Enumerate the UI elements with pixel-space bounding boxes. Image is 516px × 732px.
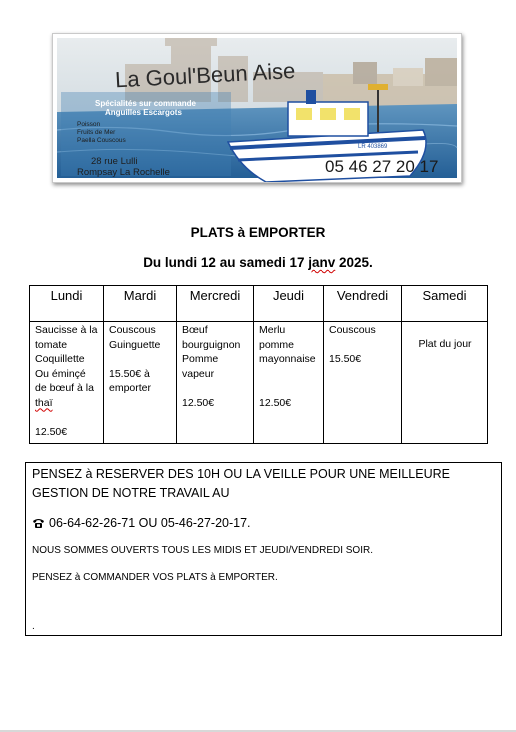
date-range-prefix: Du lundi 12 au samedi 17 — [143, 255, 309, 270]
address-line: Rompsay La Rochelle — [77, 167, 170, 178]
day-header: Vendredi — [324, 286, 402, 322]
menu-cell-samedi — [402, 322, 488, 444]
menu-cell-lundi — [30, 322, 104, 444]
date-range — [0, 255, 516, 270]
dish-price: 15.50€ à — [109, 367, 150, 380]
dish-price: 12.50€ — [35, 425, 68, 438]
dish-line: Bœuf — [182, 324, 208, 336]
day-header: Lundi — [30, 286, 104, 322]
opening-hours: NOUS SOMMES OUVERTS TOUS LES MIDIS ET JEUDI/VENDREDI SOIR. — [32, 545, 373, 556]
specialty-line: Anguilles Escargots — [105, 108, 182, 117]
dish-line: Merlu — [259, 324, 286, 336]
dish-line — [35, 396, 99, 411]
banner-phone: 05 46 27 20 17 — [325, 157, 439, 176]
dish-line: Ou éminçé — [35, 367, 86, 380]
weekly-menu-table — [29, 285, 488, 444]
svg-text:LR 403869: LR 403869 — [358, 144, 388, 150]
dish-line: bourguignon — [182, 338, 241, 351]
specialty-line: Fruits de Mer — [77, 129, 116, 136]
day-header: Jeudi — [254, 286, 324, 322]
info-box — [25, 462, 502, 636]
dish-line: Pomme — [182, 353, 219, 365]
dish-line: de bœuf à la — [35, 382, 94, 394]
dish-price: 12.50€ — [259, 396, 292, 409]
specialty-line: Poisson — [77, 121, 101, 128]
restaurant-banner — [52, 33, 462, 183]
address-line: 28 rue Lulli — [91, 156, 138, 167]
dish-line: Couscous — [109, 324, 156, 336]
order-reminder: PENSEZ à COMMANDER VOS PLATS à EMPORTER. — [32, 572, 278, 583]
menu-cell-jeudi — [254, 322, 324, 444]
restaurant-name: La Goul'Beun Aise — [114, 58, 296, 93]
day-header: Mardi — [104, 286, 177, 322]
specialty-line: Spécialités sur commande — [95, 99, 196, 108]
dish-line: mayonnaise — [259, 353, 316, 365]
dish-line: Coquillette — [35, 353, 85, 365]
banner-illustration — [53, 34, 461, 182]
table-header-row — [30, 286, 488, 322]
date-range-suffix: 2025. — [335, 255, 373, 270]
phone-numbers: 06-64-62-26-71 OU 05-46-27-20-17. — [49, 516, 251, 530]
spellcheck-flagged-word: thaï — [35, 396, 53, 409]
reservation-notice: PENSEZ à RESERVER DES 10H OU LA VEILLE POUR UNE MEILLEURE GESTION DE NOTRE TRAVAIL AU — [32, 467, 450, 500]
dish-price: 12.50€ — [182, 396, 215, 409]
menu-cell-mardi — [104, 322, 177, 444]
menu-cell-vendredi — [324, 322, 402, 444]
day-header: Mercredi — [177, 286, 254, 322]
dish-price: 15.50€ — [329, 353, 362, 365]
telephone-icon — [32, 518, 45, 529]
specialty-line: Paella Couscous — [77, 137, 126, 144]
spellcheck-flagged-word: janv — [308, 255, 336, 270]
dish-line: Plat du jour — [418, 338, 472, 350]
trailing-dot: . — [32, 621, 35, 632]
phone-numbers-line — [32, 516, 495, 530]
page-title: PLATS à EMPORTER — [190, 225, 326, 240]
table-row — [30, 322, 488, 444]
dish-line: pomme — [259, 338, 295, 351]
dish-line: emporter — [109, 382, 152, 394]
dish-line: Couscous — [329, 324, 376, 336]
day-header: Samedi — [402, 286, 488, 322]
menu-cell-mercredi — [177, 322, 254, 444]
dish-line: Guinguette — [109, 338, 161, 351]
dish-line: vapeur — [182, 367, 215, 380]
dish-line: tomate — [35, 338, 68, 351]
dish-line: Saucisse à la — [35, 324, 98, 336]
